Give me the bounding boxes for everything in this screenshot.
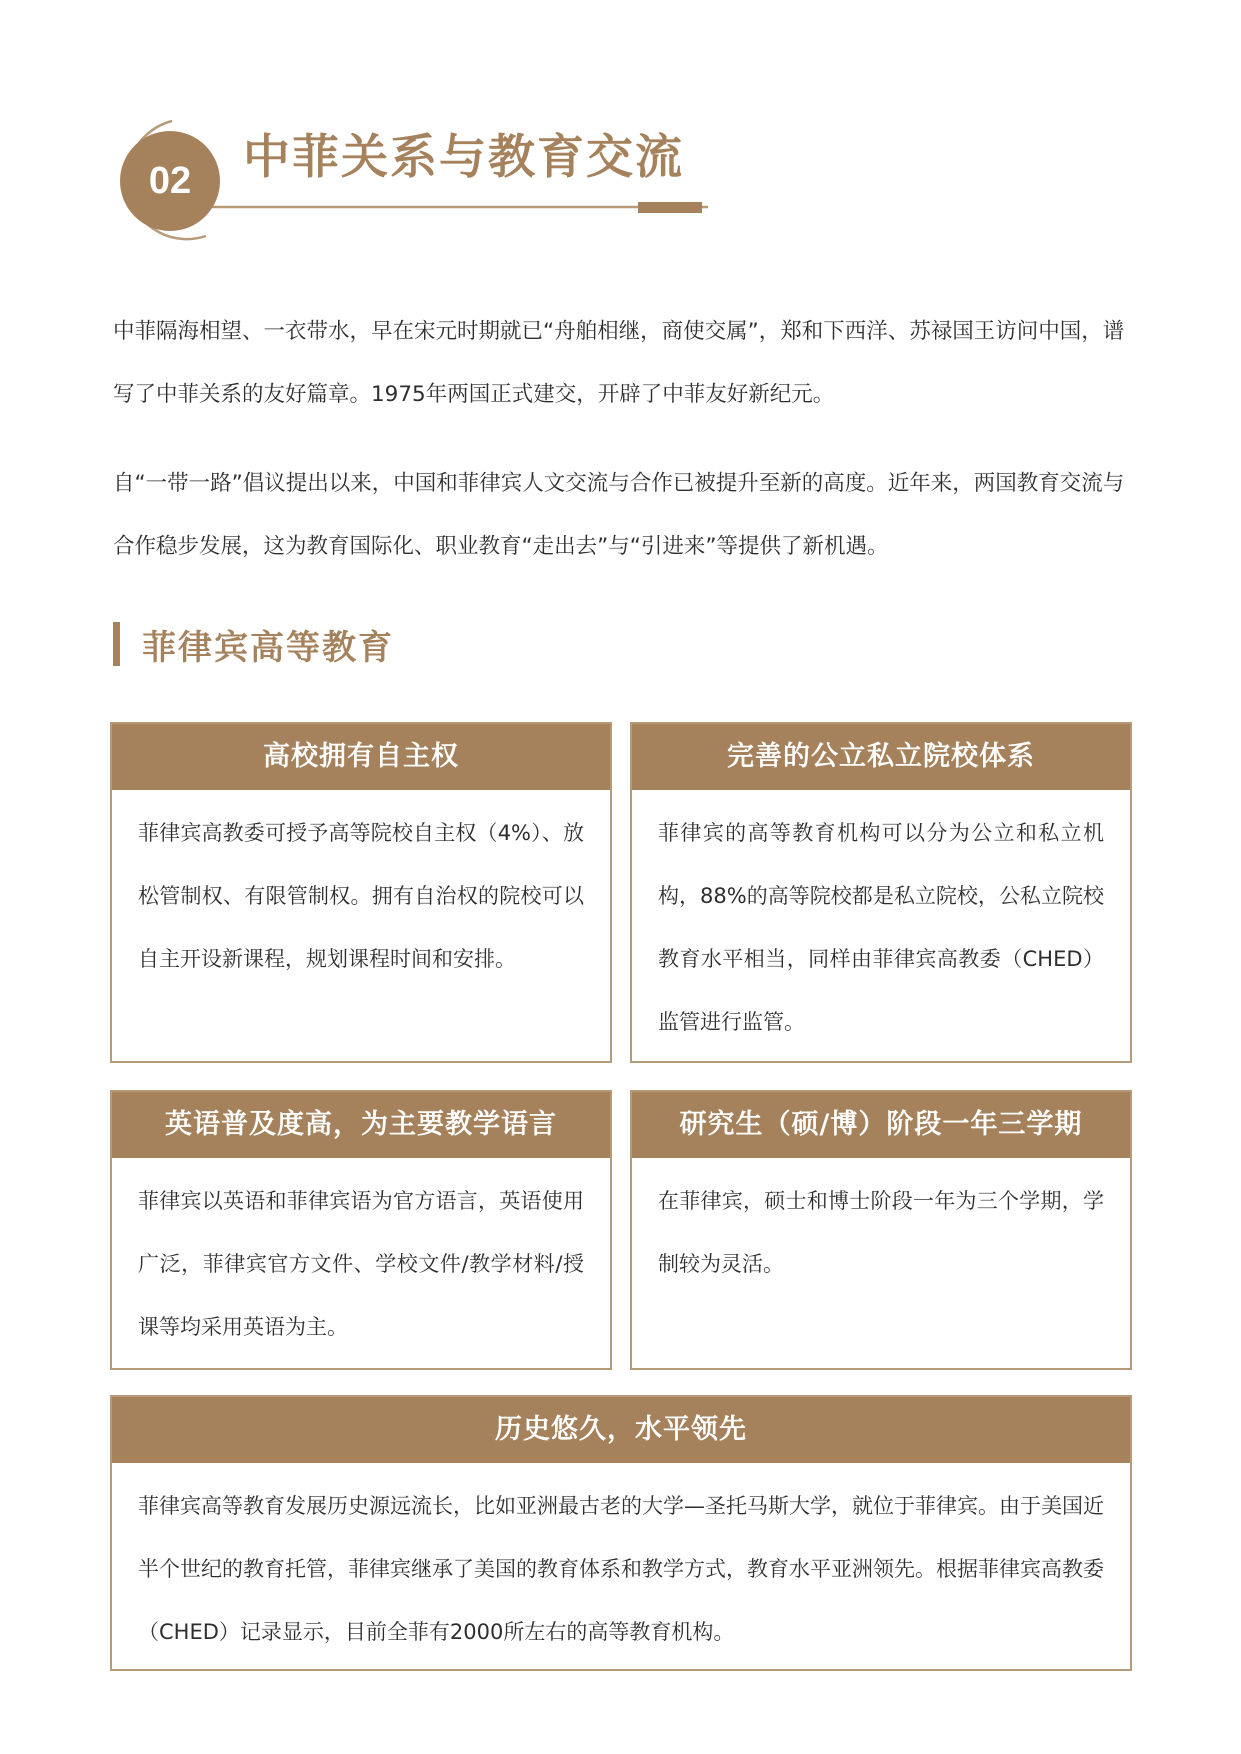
- card-graduate-trimesters: [630, 1090, 1132, 1370]
- section-header: [108, 118, 798, 248]
- card-title: 高校拥有自主权: [112, 724, 610, 790]
- section-title: 中菲关系与教育交流: [243, 130, 684, 185]
- intro-paragraph-1: 中菲隔海相望、一衣带水，早在宋元时期就已“舟舶相继，商使交属”，郑和下西洋、苏禄国王访问中国，谱写了中菲关系的友好篇章。1975年两国正式建交，开辟了中菲友好新纪元。: [113, 319, 1125, 407]
- card-body: 菲律宾以英语和菲律宾语为官方语言，英语使用广泛，菲律宾官方文件、学校文件/教学材料/授课等均采用英语为主。: [138, 1189, 584, 1339]
- intro-paragraph-2: 自“一带一路”倡议提出以来，中国和菲律宾人文交流与合作已被提升至新的高度。近年来，两国教育交流与合作稳步发展，这为教育国际化、职业教育“走出去”与“引进来”等提供了新机遇。: [113, 471, 1125, 559]
- card-public-private-system: [630, 722, 1132, 1063]
- card-body: 菲律宾的高等教育机构可以分为公立和私立机构，88%的高等院校都是私立院校，公私立院校教育水平相当，同样由菲律宾高教委（CHED）监管进行监管。: [658, 821, 1104, 1034]
- card-title: 研究生（硕/博）阶段一年三学期: [632, 1092, 1130, 1158]
- card-history-leadership: [110, 1395, 1132, 1671]
- card-title: 完善的公立私立院校体系: [632, 724, 1130, 790]
- subsection-header: [113, 620, 394, 668]
- card-english-language: [110, 1090, 612, 1370]
- section-number-badge: 02: [120, 131, 220, 231]
- card-body: 在菲律宾，硕士和博士阶段一年为三个学期，学制较为灵活。: [658, 1189, 1104, 1276]
- subsection-accent-bar: [113, 622, 120, 666]
- card-body: 菲律宾高等教育发展历史源远流长，比如亚洲最古老的大学—圣托马斯大学，就位于菲律宾。由于美国近半个世纪的教育托管，菲律宾继承了美国的教育体系和教学方式，教育水平亚洲领先。根据菲律宾高教委（CHED）记录显示，目前全菲有2000所左右的高等教育机构。: [138, 1494, 1104, 1644]
- subsection-title: 菲律宾高等教育: [142, 627, 394, 668]
- card-title: 英语普及度高，为主要教学语言: [112, 1092, 610, 1158]
- card-body: 菲律宾高教委可授予高等院校自主权（4%）、放松管制权、有限管制权。拥有自治权的院校可以自主开设新课程，规划课程时间和安排。: [138, 821, 584, 971]
- card-autonomy: [110, 722, 612, 1063]
- card-title: 历史悠久，水平领先: [112, 1397, 1130, 1463]
